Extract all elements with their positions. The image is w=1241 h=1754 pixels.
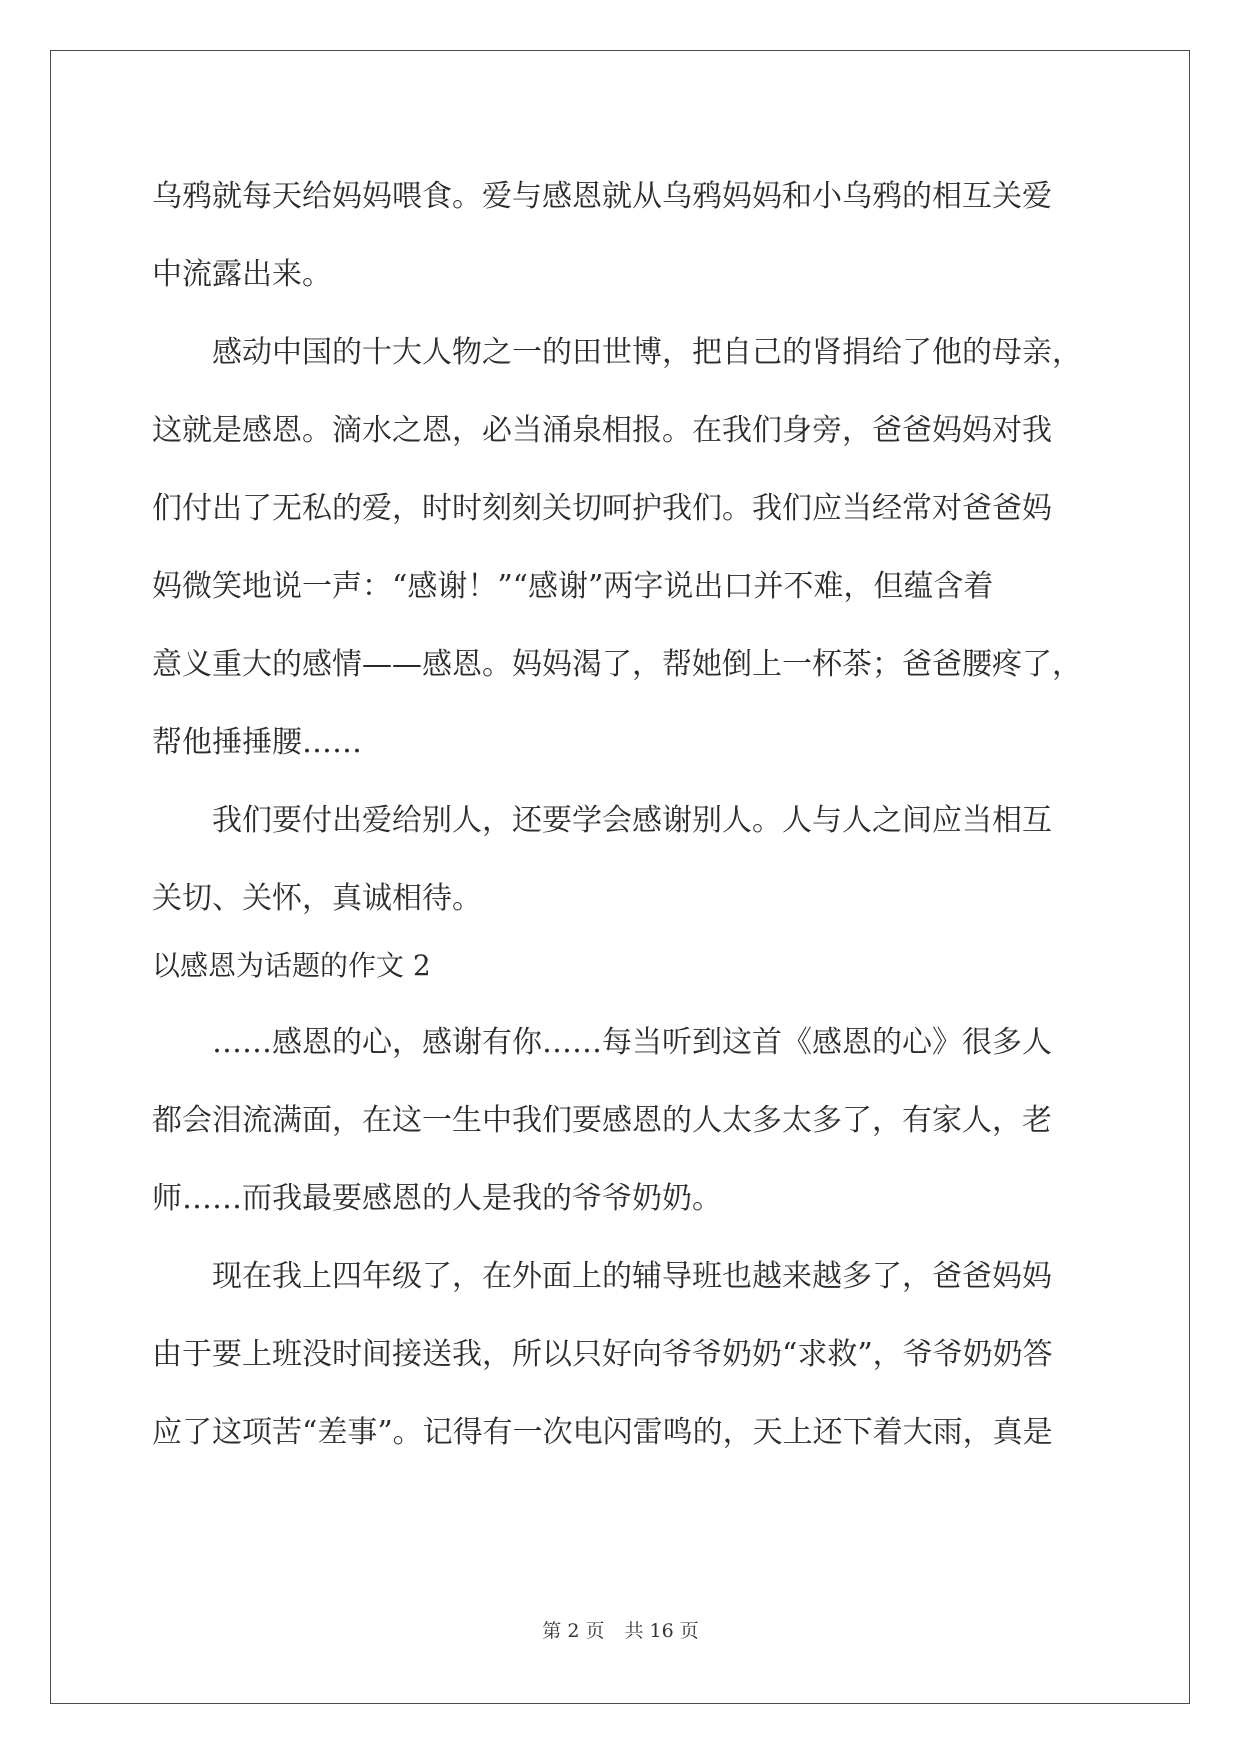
page-footer — [0, 1616, 1241, 1643]
page-total: 共 16 页 — [624, 1620, 699, 1642]
text-line: 中流露出来。 — [152, 257, 332, 292]
text-line: 现在我上四年级了，在外面上的辅导班也越来越多了，爸爸妈妈 — [212, 1259, 1052, 1294]
document-body — [152, 158, 1092, 1472]
text-line: 感动中国的十大人物之一的田世博，把自己的肾捐给了他的母亲， — [212, 335, 1082, 370]
text-line: 意义重大的感情——感恩。妈妈渴了，帮她倒上一杯茶；爸爸腰疼了， — [152, 647, 1082, 682]
text-line: 妈微笑地说一声：“感谢！”“感谢”两字说出口并不难，但蕴含着 — [152, 569, 994, 604]
page-number: 第 2 页 — [542, 1620, 605, 1642]
text-line: 由于要上班没时间接送我，所以只好向爷爷奶奶“求救”，爷爷奶奶答 — [152, 1337, 1053, 1372]
text-line: 师……而我最要感恩的人是我的爷爷奶奶。 — [152, 1181, 722, 1216]
text-line: 们付出了无私的爱，时时刻刻关切呵护我们。我们应当经常对爸爸妈 — [152, 491, 1052, 526]
text-line: 应了这项苦“差事”。记得有一次电闪雷鸣的，天上还下着大雨，真是 — [152, 1415, 1053, 1450]
section-heading: 以感恩为话题的作文 2 — [152, 949, 431, 982]
text-line: 关切、关怀，真诚相待。 — [152, 881, 482, 916]
text-line: 乌鸦就每天给妈妈喂食。爱与感恩就从乌鸦妈妈和小乌鸦的相互关爱 — [152, 179, 1052, 214]
text-line: 我们要付出爱给别人，还要学会感谢别人。人与人之间应当相互 — [212, 803, 1052, 838]
text-line: ……感恩的心，感谢有你……每当听到这首《感恩的心》很多人 — [212, 1025, 1052, 1060]
text-line: 帮他捶捶腰…… — [152, 725, 362, 760]
text-line: 这就是感恩。滴水之恩，必当涌泉相报。在我们身旁，爸爸妈妈对我 — [152, 413, 1052, 448]
text-line: 都会泪流满面，在这一生中我们要感恩的人太多太多了，有家人，老 — [152, 1103, 1052, 1138]
